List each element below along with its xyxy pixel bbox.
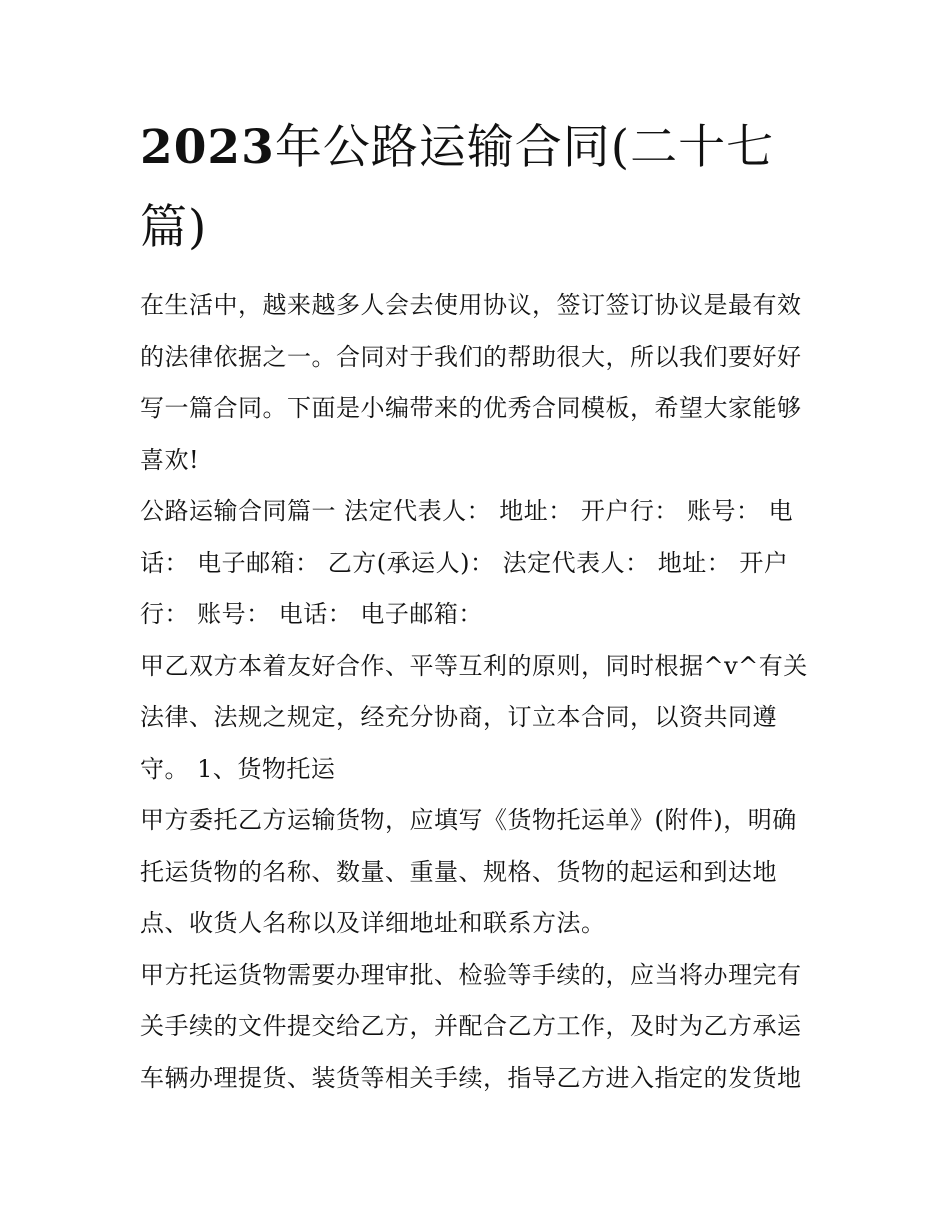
text-line: 甲乙双方本着友好合作、平等互利的原则，同时根据^v^有关 [140,651,808,680]
text-line: 的法律依据之一。合同对于我们的帮助很大，所以我们要好好 [140,342,802,371]
text-line: 托运货物的名称、数量、重量、规格、货物的起运和到达地 [140,857,777,886]
text-line: 在生活中，越来越多人会去使用协议，签订签订协议是最有效 [140,291,802,319]
intro-paragraph [140,280,815,486]
text-line: 点、收货人名称以及详细地址和联系方法。 [140,909,606,937]
procedures-paragraph [140,950,815,1105]
document-page [140,108,815,1104]
parties-paragraph [140,486,815,641]
document-title [140,108,815,268]
text-line: 守。 1、货物托运 [140,754,336,783]
text-line: 行： 账号： 电话： 电子邮箱： [140,600,483,628]
consignment-paragraph [140,795,815,950]
title-line1-rest: 年公路运输合同(二十七 [274,120,775,175]
text-line: 关手续的文件提交给乙方，并配合乙方工作，及时为乙方承运 [140,1012,802,1040]
principle-paragraph [140,641,815,796]
text-line: 甲方委托乙方运输货物，应填写《货物托运单》(附件)，明确 [140,806,797,834]
title-year: 2023 [140,120,275,175]
text-line: 喜欢! [140,445,200,474]
text-line: 话： 电子邮箱： 乙方(承运人)： 法定代表人： 地址： 开户 [140,548,789,577]
text-line: 公路运输合同篇一 法定代表人： 地址： 开户行： 账号： 电 [140,497,794,525]
title-line2: 篇) [140,200,208,255]
text-line: 甲方托运货物需要办理审批、检验等手续的，应当将办理完有 [140,960,802,989]
text-line: 法律、法规之规定，经充分协商，订立本合同，以资共同遵 [140,703,777,731]
text-line: 车辆办理提货、装货等相关手续，指导乙方进入指定的发货地 [140,1063,802,1092]
text-line: 写一篇合同。下面是小编带来的优秀合同模板，希望大家能够 [140,394,802,422]
